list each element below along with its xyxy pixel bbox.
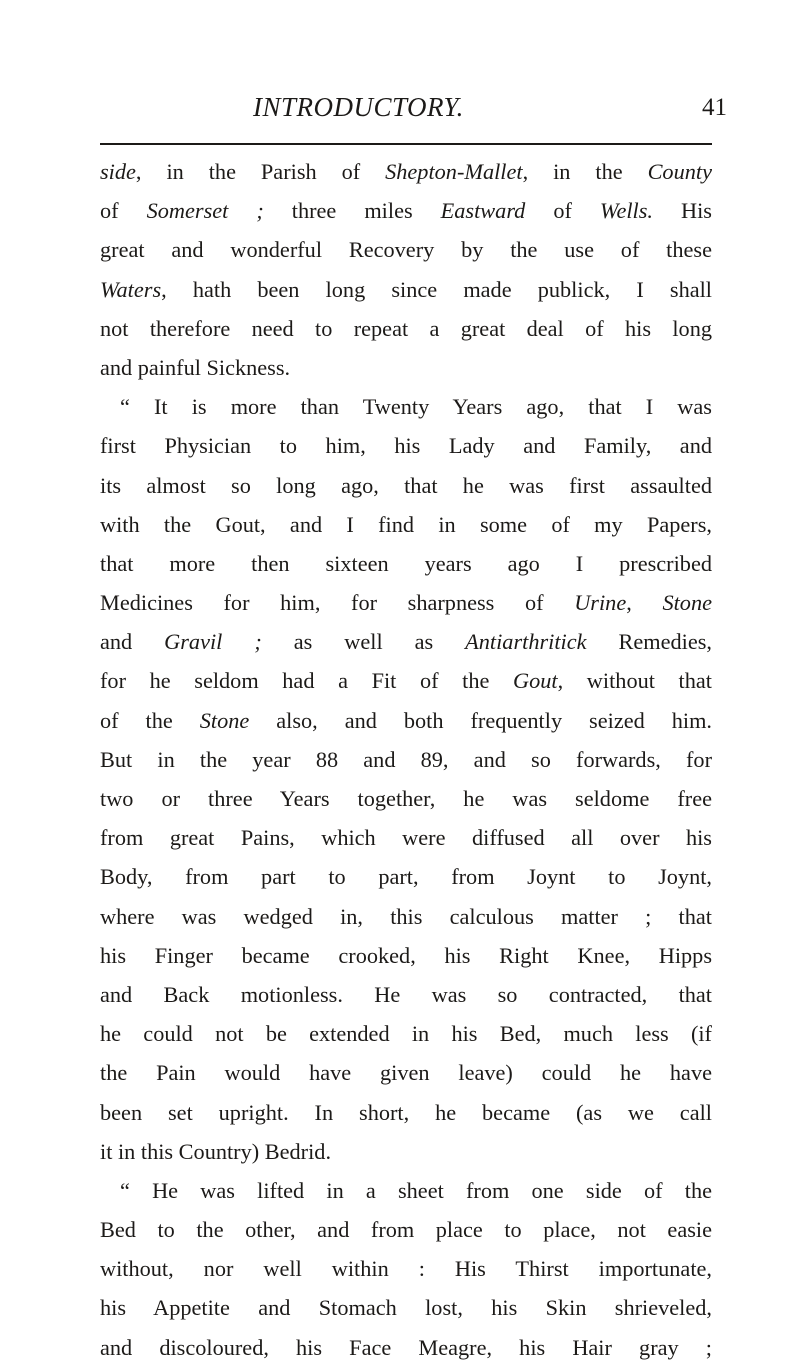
text-run: Medicines for him, for sharpness of [100, 590, 575, 616]
text-line [100, 309, 712, 348]
text-line [100, 1093, 712, 1132]
italic-text: Antiarthritick [465, 629, 587, 655]
italic-text: side [100, 159, 136, 184]
text-run: and discoloured, his Face Meagre, his Hair gray ; [100, 1334, 712, 1360]
text-run: Body, from part to part, from Joynt to Joynt, [100, 864, 712, 890]
italic-text: Gout [513, 668, 558, 694]
text-run: been set upright. In short, he became (as we call [100, 1099, 712, 1125]
text-run: his Finger became crooked, his Right Knee, Hipps [100, 942, 712, 968]
text-line [100, 936, 712, 975]
header-rule [100, 143, 712, 145]
page-number: 41 [702, 94, 727, 121]
text-line [100, 975, 712, 1014]
text-line [100, 544, 712, 583]
text-line [100, 661, 712, 700]
text-run: , in the Parish of [135, 159, 386, 184]
text-line [100, 1053, 712, 1092]
text-run: the Pain would have given leave) could he have [100, 1060, 712, 1086]
text-run: not therefore need to repeat a great deal of his long [100, 315, 712, 341]
text-run: of the [100, 707, 200, 733]
text-run: its almost so long ago, that he was first assaulted [100, 472, 712, 498]
text-run: three miles [263, 198, 441, 224]
text-line [100, 857, 712, 896]
text-run: But in the year 88 and 89, and so forwards, for [100, 746, 712, 772]
text-run: and [100, 629, 165, 655]
text-line [100, 1132, 712, 1171]
italic-text: Somerset ; [146, 198, 264, 224]
text-line [100, 1288, 712, 1327]
text-line [100, 152, 712, 191]
italic-text: Waters [100, 276, 162, 302]
text-run: , [626, 590, 663, 616]
italic-text: Shepton-Mallet [385, 159, 523, 184]
text-run: Remedies, [586, 629, 712, 655]
text-run: , without that [557, 668, 712, 694]
running-header [0, 88, 800, 132]
text-run: , in the [522, 159, 648, 184]
body-text [100, 152, 712, 1367]
text-line [100, 230, 712, 269]
text-line [100, 740, 712, 779]
text-line [100, 1249, 712, 1288]
italic-text: Gravil ; [164, 629, 262, 655]
text-line [100, 1014, 712, 1053]
text-line [100, 466, 712, 505]
text-run: , hath been long since made publick, I shall [161, 276, 712, 302]
text-run: of [100, 198, 147, 224]
text-line [100, 622, 712, 661]
text-line [100, 1328, 712, 1367]
italic-text: Stone [662, 590, 712, 616]
text-run: great and wonderful Recovery by the use of these [100, 237, 712, 263]
text-line [100, 897, 712, 936]
text-run: it in this Country) Bedrid. [100, 1138, 332, 1164]
text-line [100, 701, 712, 740]
text-run: “ It is more than Twenty Years ago, that I was [120, 394, 712, 420]
text-run: Bed to the other, and from place to place, not easie [100, 1217, 712, 1243]
text-run: “ He was lifted in a sheet from one side of the [120, 1177, 712, 1203]
text-line [100, 426, 712, 465]
italic-text: Stone [199, 707, 250, 733]
text-run: he could not be extended in his Bed, much less (if [100, 1021, 712, 1047]
text-run: from great Pains, which were diffused all over his [100, 825, 712, 851]
text-line [100, 348, 712, 387]
text-line [100, 818, 712, 857]
text-run: his Appetite and Stomach lost, his Skin shrieveled, [100, 1295, 712, 1321]
text-line [100, 583, 712, 622]
text-run: that more then sixteen years ago I prescribed [100, 550, 712, 576]
italic-text: Eastward [440, 198, 526, 224]
running-title: INTRODUCTORY. [253, 92, 464, 122]
text-line [100, 387, 712, 426]
text-run: as well as [261, 629, 466, 655]
italic-text: Wells. [599, 198, 653, 224]
text-line [100, 1171, 712, 1210]
italic-text: Urine [574, 590, 627, 616]
text-line [100, 505, 712, 544]
text-line [100, 270, 712, 309]
italic-text: County [647, 159, 712, 184]
text-line [100, 779, 712, 818]
text-run: without, nor well within : His Thirst importunate, [100, 1256, 712, 1282]
text-run: also, and both frequently seized him. [249, 707, 712, 733]
text-run: where was wedged in, this calculous matter ; that [100, 903, 712, 929]
text-run: His [653, 198, 712, 224]
text-run: for he seldom had a Fit of the [100, 668, 514, 694]
text-run: first Physician to him, his Lady and Family, and [100, 433, 712, 459]
text-line [100, 191, 712, 230]
text-run: and painful Sickness. [100, 354, 291, 380]
text-run: with the Gout, and I find in some of my Papers, [100, 511, 712, 537]
text-run: and Back motionless. He was so contracted, that [100, 981, 712, 1007]
text-line [100, 1210, 712, 1249]
text-run: of [525, 198, 600, 224]
text-run: two or three Years together, he was seldome free [100, 786, 712, 811]
